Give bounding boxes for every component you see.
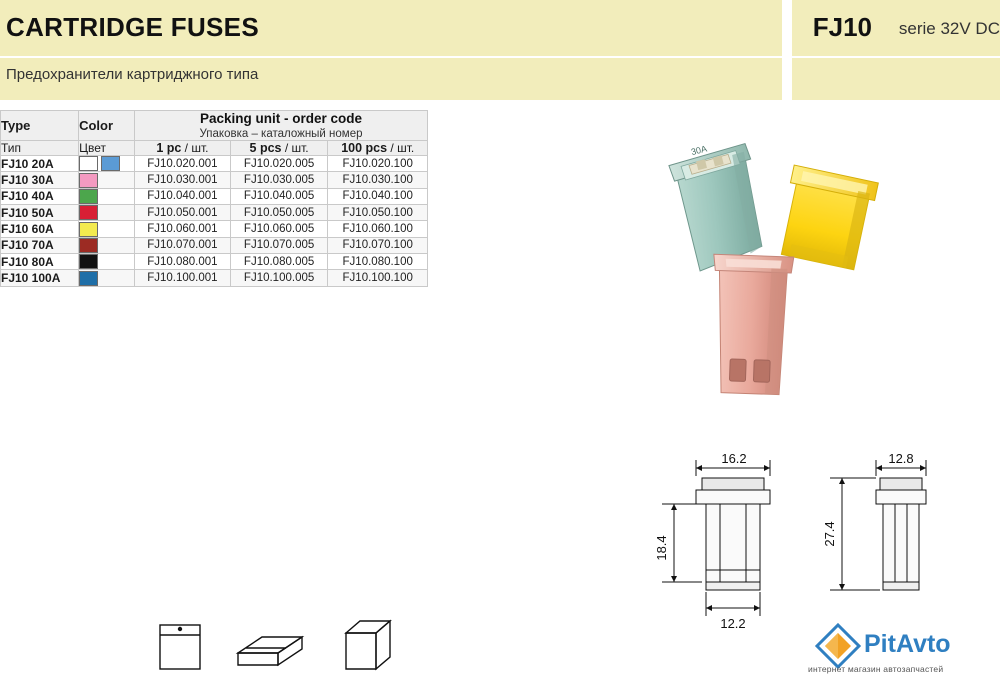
- front-view-drawing: [662, 460, 770, 616]
- header-pack100-unit: / шт.: [387, 141, 415, 155]
- row-code-100pcs: FJ10.100.100: [328, 270, 428, 286]
- product-photos: [640, 120, 1000, 420]
- carton-box-icon: [346, 621, 390, 669]
- yellow-fuse-photo: [775, 165, 878, 271]
- header-packing-ru: Упаковка – каталожный номер: [199, 128, 363, 140]
- header-pack1-qty: 1 pc: [156, 141, 182, 155]
- table-row: [1, 188, 428, 204]
- row-code-100pcs: FJ10.050.100: [328, 204, 428, 220]
- table-row: [1, 156, 428, 172]
- row-code-5pcs: FJ10.080.005: [230, 253, 328, 269]
- row-code-1pc: FJ10.030.001: [135, 172, 231, 188]
- table-row: [1, 253, 428, 269]
- row-code-1pc: FJ10.050.001: [135, 204, 231, 220]
- side-view-drawing: [830, 460, 926, 590]
- dim-front-body-height: 18.4: [654, 535, 669, 561]
- watermark-name: PitAvto: [864, 630, 951, 658]
- row-type: FJ10 40A: [1, 188, 79, 204]
- green-fuse-photo: [667, 139, 764, 273]
- header-packing-en: Packing unit - order code: [199, 111, 363, 126]
- pink-fuse-photo: [709, 254, 794, 395]
- dim-front-top-width: 16.2: [721, 451, 747, 466]
- dim-side-total-height: 27.4: [822, 521, 837, 547]
- row-type: FJ10 50A: [1, 204, 79, 220]
- table-row: [1, 204, 428, 220]
- row-code-5pcs: FJ10.060.005: [230, 221, 328, 237]
- row-code-1pc: FJ10.100.001: [135, 270, 231, 286]
- series-code: FJ10: [812, 12, 872, 42]
- table-row: [1, 270, 428, 286]
- row-code-5pcs: FJ10.050.005: [230, 204, 328, 220]
- row-color-swatches: [79, 172, 135, 188]
- page-header: [0, 0, 1000, 100]
- row-code-1pc: FJ10.080.001: [135, 253, 231, 269]
- watermark: [806, 614, 1000, 684]
- row-code-1pc: FJ10.070.001: [135, 237, 231, 253]
- row-code-100pcs: FJ10.080.100: [328, 253, 428, 269]
- row-code-100pcs: FJ10.030.100: [328, 172, 428, 188]
- header-subband-right: [792, 58, 1000, 100]
- color-swatch: [101, 156, 120, 171]
- row-color-swatches: [79, 188, 135, 204]
- row-code-100pcs: FJ10.060.100: [328, 221, 428, 237]
- flat-pack-icon: [238, 637, 302, 665]
- table-header-row-1: [1, 111, 428, 141]
- header-type-ru: Тип: [1, 141, 22, 155]
- watermark-tagline: интернет магазин автозапчастей: [808, 664, 944, 674]
- color-swatch: [79, 173, 98, 188]
- row-color-swatches: [79, 270, 135, 286]
- row-code-1pc: FJ10.020.001: [135, 156, 231, 172]
- color-swatch: [79, 205, 98, 220]
- color-swatch: [79, 222, 98, 237]
- row-code-100pcs: FJ10.070.100: [328, 237, 428, 253]
- series-voltage: serie 32V DC: [898, 19, 1000, 38]
- page-title: CARTRIDGE FUSES: [6, 12, 259, 42]
- header-type-en: Type: [1, 118, 31, 133]
- color-swatch: [79, 271, 98, 286]
- row-type: FJ10 60A: [1, 221, 79, 237]
- row-code-5pcs: FJ10.100.005: [230, 270, 328, 286]
- table-header-row-2: [1, 141, 428, 156]
- row-code-100pcs: FJ10.020.100: [328, 156, 428, 172]
- green-fuse-rating: 30A: [690, 143, 708, 158]
- packing-icons: [150, 615, 420, 677]
- header-color-ru: Цвет: [79, 141, 106, 155]
- dim-side-top-width: 12.8: [888, 451, 914, 466]
- color-swatch: [79, 238, 98, 253]
- table-row: [1, 172, 428, 188]
- single-box-icon: [160, 625, 200, 669]
- row-code-1pc: FJ10.040.001: [135, 188, 231, 204]
- row-code-5pcs: FJ10.030.005: [230, 172, 328, 188]
- row-type: FJ10 20A: [1, 156, 79, 172]
- row-color-swatches: [79, 221, 135, 237]
- row-color-swatches: [79, 204, 135, 220]
- dim-front-bottom-width: 12.2: [720, 616, 746, 631]
- header-pack1-unit: / шт.: [181, 141, 209, 155]
- row-color-swatches: [79, 253, 135, 269]
- row-code-5pcs: FJ10.070.005: [230, 237, 328, 253]
- header-pack100-qty: 100 pcs: [341, 141, 388, 155]
- row-color-swatches: [79, 237, 135, 253]
- page-subtitle: Предохранители картриджного типа: [6, 66, 259, 83]
- color-swatch: [79, 189, 98, 204]
- row-color-swatches: [79, 156, 135, 172]
- color-swatch: [79, 156, 98, 171]
- row-type: FJ10 100A: [1, 270, 79, 286]
- row-type: FJ10 30A: [1, 172, 79, 188]
- fuse-table: [0, 110, 428, 287]
- row-code-5pcs: FJ10.020.005: [230, 156, 328, 172]
- row-type: FJ10 70A: [1, 237, 79, 253]
- header-pack5-unit: / шт.: [281, 141, 309, 155]
- table-row: [1, 237, 428, 253]
- pitavto-logo-icon: [814, 622, 862, 670]
- row-code-5pcs: FJ10.040.005: [230, 188, 328, 204]
- row-type: FJ10 80A: [1, 253, 79, 269]
- header-color-en: Color: [79, 118, 114, 133]
- row-code-1pc: FJ10.060.001: [135, 221, 231, 237]
- row-code-100pcs: FJ10.040.100: [328, 188, 428, 204]
- fuse-table-container: [0, 110, 428, 287]
- header-pack5-qty: 5 pcs: [249, 141, 282, 155]
- color-swatch: [79, 254, 98, 269]
- table-row: [1, 221, 428, 237]
